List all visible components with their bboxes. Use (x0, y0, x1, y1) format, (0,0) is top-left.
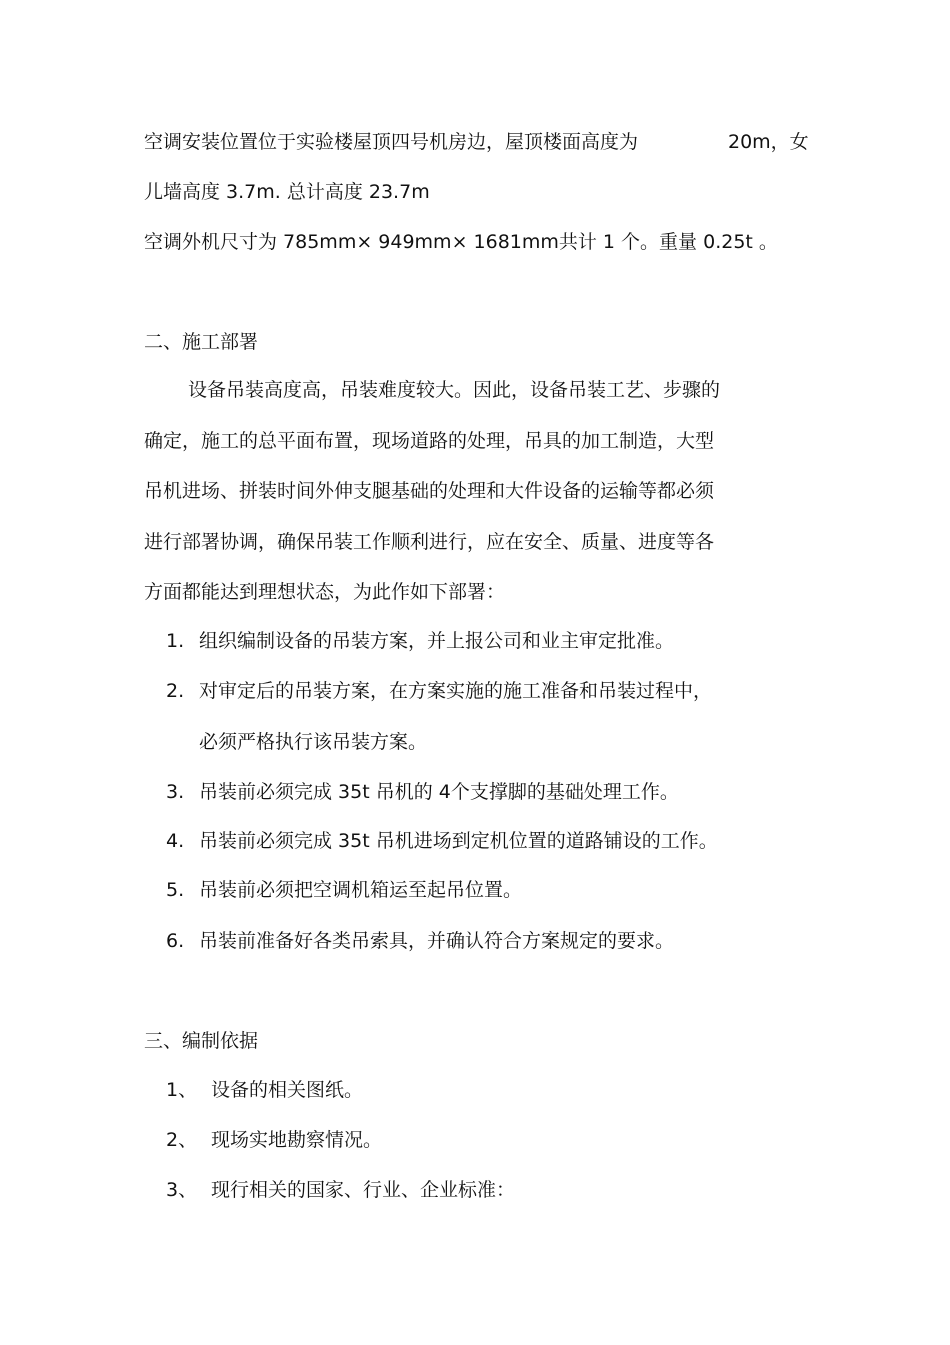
list-item-number: 1. (166, 630, 185, 652)
section2-para-line: 设备吊装高度高，吊装难度较大。因此，设备吊装工艺、步骤的 (188, 379, 721, 401)
section2-para-line: 吊机进场、拼装时间外伸支腿基础的处理和大件设备的运输等都必须 (144, 480, 715, 502)
section2-para-line: 进行部署协调，确保吊装工作顺利进行，应在安全、质量、进度等各 (144, 531, 715, 553)
intro-line-1-end: 20m，女 (728, 131, 809, 153)
section2-para-line: 确定，施工的总平面布置，现场道路的处理，吊具的加工制造，大型 (144, 430, 715, 452)
list-item-number: 5. (166, 879, 185, 901)
basis-item-text: 设备的相关图纸。 (211, 1079, 364, 1101)
basis-item-number: 1、 (166, 1079, 198, 1101)
basis-item-number: 2、 (166, 1129, 198, 1151)
list-item-continuation: 必须严格执行该吊装方案。 (199, 731, 428, 753)
list-item-text: 吊装前必须把空调机箱运至起吊位置。 (199, 879, 523, 901)
list-item-number: 2. (166, 680, 185, 702)
intro-line-1: 空调安装位置位于实验楼屋顶四号机房边，屋顶楼面高度为 (144, 131, 639, 153)
list-item-number: 6. (166, 930, 185, 952)
list-item-number: 4. (166, 830, 185, 852)
list-item-text: 吊装前必须完成 35t 吊机进场到定机位置的道路铺设的工作。 (199, 830, 718, 852)
list-item-text: 对审定后的吊装方案，在方案实施的施工准备和吊装过程中， (199, 680, 713, 702)
section3-heading: 三、编制依据 (144, 1030, 259, 1052)
section2-para-line: 方面都能达到理想状态，为此作如下部署： (144, 581, 506, 603)
intro-line-2: 儿墙高度 3.7m. 总计高度 23.7m (144, 181, 430, 203)
basis-item-text: 现行相关的国家、行业、企业标准： (211, 1179, 516, 1201)
intro-line-3: 空调外机尺寸为 785mm× 949mm× 1681mm共计 1 个。重量 0.25t 。 (144, 231, 778, 253)
basis-item-text: 现场实地勘察情况。 (211, 1129, 383, 1151)
section2-heading: 二、施工部署 (144, 331, 259, 353)
basis-item-number: 3、 (166, 1179, 198, 1201)
list-item-text: 吊装前准备好各类吊索具，并确认符合方案规定的要求。 (199, 930, 675, 952)
list-item-text: 组织编制设备的吊装方案，并上报公司和业主审定批准。 (199, 630, 675, 652)
list-item-text: 吊装前必须完成 35t 吊机的 4个支撑脚的基础处理工作。 (199, 781, 679, 803)
list-item-number: 3. (166, 781, 185, 803)
